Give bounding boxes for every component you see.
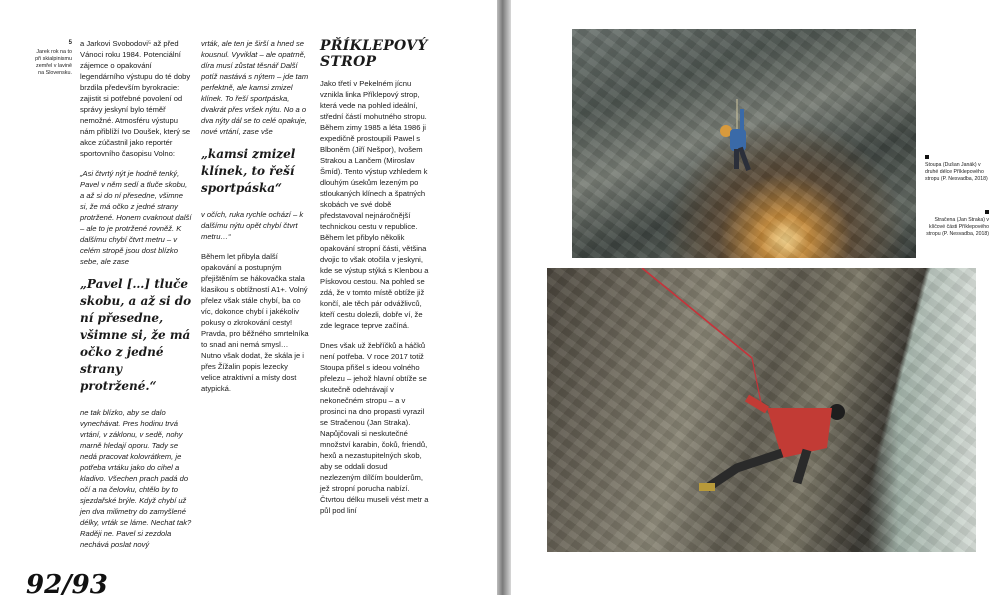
caption-bullet <box>985 210 989 214</box>
caption-text: Stračena (Jan Straka) v klíčové části Příklepového stropu (P. Nesvadba, 2018) <box>926 217 989 237</box>
photo-caption-1 <box>925 155 989 183</box>
side-note <box>34 40 72 77</box>
left-page <box>0 0 497 595</box>
caption-bullet <box>925 155 929 159</box>
paragraph: Během let přibyla další opakování a postupným přejištěním se hákovačka stala klasikou s obtížností A1+. Volný přelez však stále chybí, ba co víc, dokonce chybí i jakékoliv pokusy o zkrokování cesty! Pravda, pro běžného smrtelníka to snad ani nemá smysl… Nutno však dodat, že skála je i přes Žížalin popis lezecky velice atraktivní a místy dost atypická. <box>201 252 309 393</box>
quote-paragraph: „Asi čtvrtý nýt je hodně tenký, Pavel v něm sedí a tluče skobu, a až si do ní přesedne, všimne si, že má očko z jedné strany protržené. Honem cvaknout další – ale to je protržené rovněž. K dalšímu chybí čtvrt metru – v celém stropě jsou dost blízko sebe, ale zase <box>80 169 192 266</box>
climbing-photo-top <box>572 29 916 258</box>
pull-quote: „kamsi zmizel klínek, to řeší sportpáska“ <box>201 147 296 195</box>
paragraph: Dnes však už žebříčků a háčků není potřeba. V roce 2017 totiž Stoupa přišel s ideou volného přelezu – jehož hlavní obtíže se skutečně odehrávají v nekonečném stropu – a v prosinci na dno propasti vyrazil se Stračenou (Jan Straka). Napůjčovali si neskutečné množství karabin, čoků, friendů, hexů a nezastupitelných skob, aby se oddali dosud nezlezeným dílčím boulderům, jež stropní porucha nabízí. Čtvrtou délku museli vést metr a půl pod liní <box>320 341 429 515</box>
paragraph: a Jarkovi Svobodovi⁵ až před Vánoci roku 1984. Potenciální zájemce o opakování legendárního výstupu do té doby brzdila především byrokracie: zajistit si potřebné povolení od správy jeskyní bylo téměř nemožné. Atmosféru výstupu nám přiblíží Ivo Doušek, který se akce zúčastnil jako reportér sportovního časopisu Volno: <box>80 39 191 158</box>
paragraph: Jako třetí v Pekelném jícnu vznikla linka Příklepový strop, která vede na pohled ideální, střední částí mohutného stropu. Během zimy 1985 a léta 1986 ji expedičně prostoupili Pawel s Blboněm (Jiří Nešpor), Ivošem Strakou a Lančem (Miroslav Šmíd). Tento výstup vzhledem k dlouhým úsekům lezeným po stloukaných klínech a špatných skobách ve své době představoval nejnáročnější technickou cestu v republice. Během let přibylo několik opakování stropní části, většina dvojic to však otočila v jeskyni, kde se výstup stýká s Klenbou a Pískovou cestou. Na pohled se zdá, že v tomto místě obtíže již končí, ale těch pár odvážlivců, kteří cestu dolezli, dobře ví, že zde legrace teprve začíná. <box>320 79 429 330</box>
text-column-1 <box>80 38 192 559</box>
text-column-2 <box>201 38 309 403</box>
photo-caption-2 <box>925 210 989 238</box>
page-number: 92/93 <box>26 570 108 595</box>
right-page <box>511 0 1000 595</box>
section-heading: PŘÍKLEPOVÝ STROP <box>320 38 428 70</box>
caption-text: Stoupa (Dušan Janák) v druhé délce Příklepového stropu (P. Nesvadba, 2018) <box>925 162 988 182</box>
quote-paragraph: ne tak blízko, aby se dalo vynechávat. Pres hodinu trvá vrtání, v záklonu, v sedě, nohy marně hledají oporu. Tady se nedá pracovat kolovrátkem, je potřeba vrtáku jako do cihel a kladivo. Všechen prach padá do očí a na čelovku, chtělo by to sjezdařské brýle. Když chybí už jen dva milimetry do zamyšlené délky, vrták se láme. Nechat tak? Raději ne. Pavel si zezdola nechává poslat nový <box>80 408 192 549</box>
spine-gutter <box>497 0 511 595</box>
climbing-photo-bottom <box>547 268 976 552</box>
footnote-number: 5 <box>68 40 72 46</box>
climber-red-figure <box>697 388 847 508</box>
climber-blue-figure <box>712 99 762 179</box>
quote-paragraph: v očích, ruka rychle ochází – k dalšímu nýtu opět chybí čtvrt metru…“ <box>201 210 304 241</box>
footnote-text: Jarek rok na to při skialpinismu zemřel v lavině na Slovensku. <box>35 49 72 76</box>
text-column-3 <box>320 38 430 525</box>
quote-paragraph: vrták, ale ten je širší a hned se kousnul. Vyviklat – ale opatrně, díra musí zůstat těsnář Další potíž nastává s nýtem – jde tam perfektně, ale kamsi zmizel klínek. To řeší sportpáska, dvakrát přes vršek nýtu. No a o dva nýty dál se to celé opakuje, nové vrtání, zase vše <box>201 39 309 136</box>
pull-quote: „Pavel […] tluče skobu, a až si do ní přesedne, všimne si, že má očko z jedné strany protržené.“ <box>80 277 192 393</box>
